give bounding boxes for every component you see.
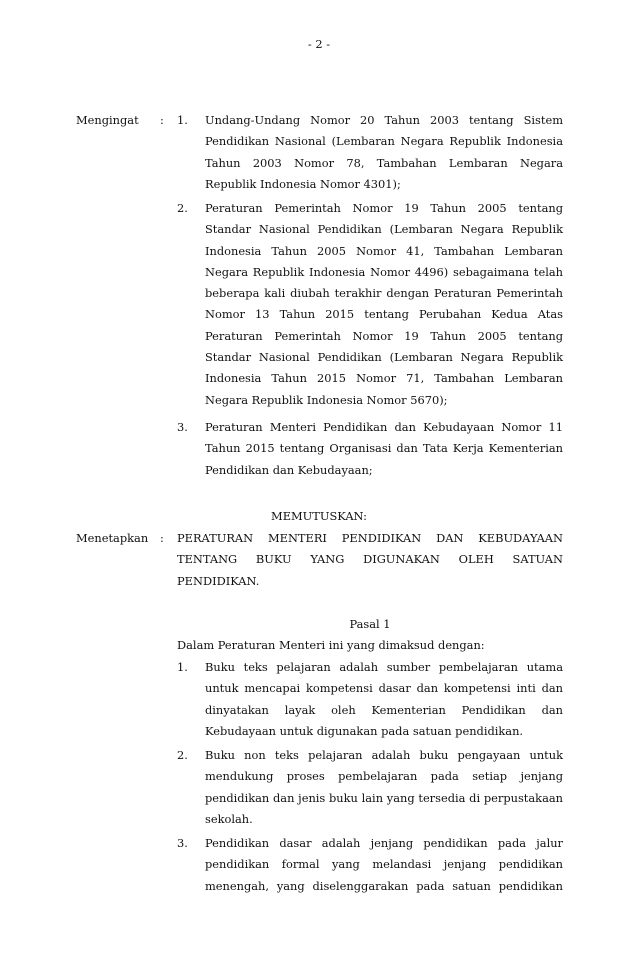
mengingat-label: Mengingat xyxy=(76,113,139,127)
pasal-1-title: Pasal 1 xyxy=(349,617,391,631)
menetapkan-text: PERATURAN MENTERI PENDIDIKAN DAN KEBUDAYAAN TENTANG BUKU YANG DIGUNAKAN OLEH SATUAN PENDIDIKAN. xyxy=(177,531,563,588)
mengingat-item-2-number: 2. xyxy=(177,201,188,215)
pasal-1-item-2-text: Buku non teks pelajaran adalah buku pengayaan untuk mendukung proses pembelajaran pada setiap jenjang pendidikan dan jenis buku lain yang tersedia di perpustakaan sekolah. xyxy=(205,748,563,826)
menetapkan-colon: : xyxy=(160,531,164,545)
pasal-1-item-2-number: 2. xyxy=(177,748,188,762)
mengingat-colon: : xyxy=(160,113,164,127)
menetapkan-label: Menetapkan xyxy=(76,531,149,545)
pasal-1-intro: Dalam Peraturan Menteri ini yang dimaksud dengan: xyxy=(177,638,485,652)
pasal-1-item-1-text: Buku teks pelajaran adalah sumber pembelajaran utama untuk mencapai kompetensi dasar dan kompetensi inti dan dinyatakan layak oleh Kementerian Pendidikan dan Kebudayaan untuk digunakan pada satuan pendidikan. xyxy=(205,660,563,738)
mengingat-item-1-number: 1. xyxy=(177,113,188,127)
pasal-1-item-3-number: 3. xyxy=(177,836,188,850)
mengingat-item-3-number: 3. xyxy=(177,420,188,434)
pasal-1-item-1-number: 1. xyxy=(177,660,188,674)
pasal-1-item-3-text: Pendidikan dasar adalah jenjang pendidikan pada jalur pendidikan formal yang melandasi jenjang pendidikan menengah, yang diselenggarakan pada satuan pendidikan xyxy=(205,836,563,893)
page-number: - 2 - xyxy=(307,37,331,51)
mengingat-item-1-text: Undang-Undang Nomor 20 Tahun 2003 tentang Sistem Pendidikan Nasional (Lembaran Negara Republik Indonesia Tahun 2003 Nomor 78, Tambahan Lembaran Negara Republik Indonesia Nomor 4301); xyxy=(205,113,563,191)
mengingat-item-3-text: Peraturan Menteri Pendidikan dan Kebudayaan Nomor 11 Tahun 2015 tentang Organisasi dan Tata Kerja Kementerian Pendidikan dan Kebudayaan; xyxy=(205,420,563,477)
mengingat-item-2-text: Peraturan Pemerintah Nomor 19 Tahun 2005 tentang Standar Nasional Pendidikan (Lembaran Negara Republik Indonesia Tahun 2005 Nomor 41, Tambahan Lembaran Negara Republik Indonesia Nomor 4496) sebagaimana telah beberapa kali diubah terakhir dengan Peraturan Pemerintah Nomor 13 Tahun 2015 tentang Perubahan Kedua Atas Peraturan Pemerintah Nomor 19 Tahun 2005 tentang Standar Nasional Pendidikan (Lembaran Negara Republik Indonesia Tahun 2015 Nomor 71, Tambahan Lembaran Negara Republik Indonesia Nomor 5670); xyxy=(205,201,563,407)
memutuskan-heading: MEMUTUSKAN: xyxy=(271,509,367,523)
